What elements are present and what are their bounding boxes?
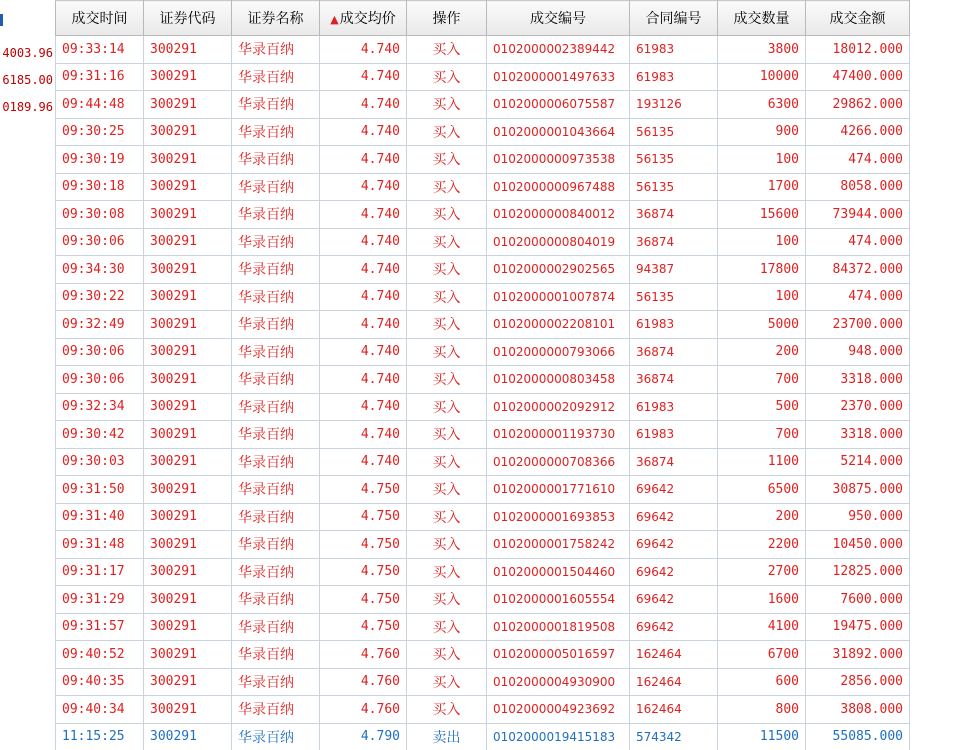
cell-security-code: 300291 xyxy=(144,448,232,476)
cell-trade-time: 09:31:50 xyxy=(56,476,144,504)
cell-amount: 3318.000 xyxy=(806,366,910,394)
cell-avg-price: 4.760 xyxy=(320,668,407,696)
table-row[interactable] xyxy=(56,558,910,586)
cell-trade-time: 09:32:49 xyxy=(56,311,144,339)
cell-security-name: 华录百纳 xyxy=(232,338,320,366)
cell-quantity: 2200 xyxy=(718,531,806,559)
cell-avg-price: 4.740 xyxy=(320,256,407,284)
cell-trade-number: 0102000002389442 xyxy=(487,36,630,64)
column-header-security-code[interactable]: 证券代码 xyxy=(144,1,232,36)
cell-security-name: 华录百纳 xyxy=(232,201,320,229)
left-value-2: 6185.00 xyxy=(2,73,53,87)
cell-security-name: 华录百纳 xyxy=(232,696,320,724)
cell-security-name: 华录百纳 xyxy=(232,283,320,311)
cell-operation: 买入 xyxy=(407,668,487,696)
cell-security-name: 华录百纳 xyxy=(232,503,320,531)
cell-quantity: 6300 xyxy=(718,91,806,119)
cell-security-name: 华录百纳 xyxy=(232,36,320,64)
cell-amount: 55085.000 xyxy=(806,723,910,750)
cell-security-code: 300291 xyxy=(144,256,232,284)
cell-trade-time: 11:15:25 xyxy=(56,723,144,750)
cell-trade-number: 0102000000793066 xyxy=(487,338,630,366)
cell-contract-number: 193126 xyxy=(630,91,718,119)
cell-amount: 31892.000 xyxy=(806,641,910,669)
table-body xyxy=(56,36,910,750)
cell-quantity: 600 xyxy=(718,668,806,696)
table-row[interactable] xyxy=(56,256,910,284)
cell-avg-price: 4.740 xyxy=(320,311,407,339)
cell-quantity: 100 xyxy=(718,228,806,256)
cell-amount: 8058.000 xyxy=(806,173,910,201)
cell-contract-number: 36874 xyxy=(630,448,718,476)
cell-avg-price: 4.740 xyxy=(320,91,407,119)
cell-security-name: 华录百纳 xyxy=(232,366,320,394)
cell-amount: 18012.000 xyxy=(806,36,910,64)
table-row[interactable] xyxy=(56,476,910,504)
cell-trade-time: 09:31:40 xyxy=(56,503,144,531)
cell-amount: 23700.000 xyxy=(806,311,910,339)
cell-amount: 84372.000 xyxy=(806,256,910,284)
cell-avg-price: 4.740 xyxy=(320,36,407,64)
cell-contract-number: 56135 xyxy=(630,146,718,174)
cell-operation: 买入 xyxy=(407,91,487,119)
cell-quantity: 500 xyxy=(718,393,806,421)
cell-amount: 474.000 xyxy=(806,146,910,174)
cell-trade-number: 0102000001193730 xyxy=(487,421,630,449)
cell-security-code: 300291 xyxy=(144,173,232,201)
cell-trade-time: 09:40:34 xyxy=(56,696,144,724)
table-row[interactable] xyxy=(56,173,910,201)
cell-security-code: 300291 xyxy=(144,668,232,696)
cell-trade-number: 0102000000804019 xyxy=(487,228,630,256)
cell-security-code: 300291 xyxy=(144,531,232,559)
cell-avg-price: 4.750 xyxy=(320,613,407,641)
column-header-trade-number[interactable]: 成交编号 xyxy=(487,1,630,36)
cell-operation: 买入 xyxy=(407,503,487,531)
table-row[interactable] xyxy=(56,641,910,669)
cell-trade-time: 09:30:42 xyxy=(56,421,144,449)
cell-operation: 买入 xyxy=(407,531,487,559)
table-header-row xyxy=(56,1,910,36)
cell-operation: 买入 xyxy=(407,311,487,339)
cell-trade-number: 0102000001819508 xyxy=(487,613,630,641)
cell-avg-price: 4.740 xyxy=(320,63,407,91)
cell-security-code: 300291 xyxy=(144,558,232,586)
cell-amount: 4266.000 xyxy=(806,118,910,146)
table-row[interactable] xyxy=(56,668,910,696)
cell-avg-price: 4.740 xyxy=(320,201,407,229)
cell-security-code: 300291 xyxy=(144,393,232,421)
cell-amount: 2856.000 xyxy=(806,668,910,696)
cell-contract-number: 36874 xyxy=(630,338,718,366)
column-header-contract-number[interactable]: 合同编号 xyxy=(630,1,718,36)
cell-security-code: 300291 xyxy=(144,201,232,229)
cell-operation: 买入 xyxy=(407,586,487,614)
cell-security-name: 华录百纳 xyxy=(232,448,320,476)
table-row[interactable] xyxy=(56,311,910,339)
cell-security-name: 华录百纳 xyxy=(232,723,320,750)
cell-security-name: 华录百纳 xyxy=(232,613,320,641)
cell-contract-number: 162464 xyxy=(630,668,718,696)
cell-quantity: 4100 xyxy=(718,613,806,641)
cell-avg-price: 4.740 xyxy=(320,448,407,476)
cell-amount: 2370.000 xyxy=(806,393,910,421)
table-row[interactable] xyxy=(56,366,910,394)
cell-trade-time: 09:30:06 xyxy=(56,338,144,366)
cell-avg-price: 4.740 xyxy=(320,338,407,366)
cell-avg-price: 4.740 xyxy=(320,283,407,311)
table-row[interactable] xyxy=(56,283,910,311)
cell-security-name: 华录百纳 xyxy=(232,311,320,339)
cell-quantity: 700 xyxy=(718,421,806,449)
cell-quantity: 200 xyxy=(718,338,806,366)
cell-trade-number: 0102000001504460 xyxy=(487,558,630,586)
cell-operation: 买入 xyxy=(407,558,487,586)
cell-security-name: 华录百纳 xyxy=(232,531,320,559)
cell-quantity: 11500 xyxy=(718,723,806,750)
cell-contract-number: 69642 xyxy=(630,503,718,531)
cell-quantity: 2700 xyxy=(718,558,806,586)
sort-ascending-icon: ▲ xyxy=(330,13,339,26)
cell-avg-price: 4.740 xyxy=(320,173,407,201)
cell-trade-number: 0102000001605554 xyxy=(487,586,630,614)
cell-avg-price: 4.740 xyxy=(320,421,407,449)
table-row[interactable] xyxy=(56,146,910,174)
selection-marker xyxy=(0,14,3,26)
table-row[interactable] xyxy=(56,63,910,91)
cell-security-code: 300291 xyxy=(144,613,232,641)
cell-operation: 买入 xyxy=(407,228,487,256)
cell-operation: 买入 xyxy=(407,366,487,394)
left-value-1: 4003.96 xyxy=(2,46,53,60)
cell-avg-price: 4.750 xyxy=(320,476,407,504)
table-row[interactable] xyxy=(56,338,910,366)
cell-avg-price: 4.760 xyxy=(320,696,407,724)
cell-security-name: 华录百纳 xyxy=(232,421,320,449)
cell-avg-price: 4.750 xyxy=(320,531,407,559)
cell-security-name: 华录百纳 xyxy=(232,173,320,201)
column-header-avg-price[interactable] xyxy=(320,1,407,36)
table-row[interactable] xyxy=(56,448,910,476)
cell-security-code: 300291 xyxy=(144,311,232,339)
cell-trade-number: 0102000000967488 xyxy=(487,173,630,201)
cell-amount: 5214.000 xyxy=(806,448,910,476)
cell-quantity: 6700 xyxy=(718,641,806,669)
cell-trade-number: 0102000001693853 xyxy=(487,503,630,531)
cell-security-name: 华录百纳 xyxy=(232,256,320,284)
cell-operation: 买入 xyxy=(407,256,487,284)
cell-quantity: 800 xyxy=(718,696,806,724)
cell-trade-time: 09:30:06 xyxy=(56,366,144,394)
cell-quantity: 5000 xyxy=(718,311,806,339)
cell-contract-number: 61983 xyxy=(630,63,718,91)
table-row[interactable] xyxy=(56,228,910,256)
cell-security-code: 300291 xyxy=(144,723,232,750)
cell-contract-number: 69642 xyxy=(630,613,718,641)
cell-trade-time: 09:33:14 xyxy=(56,36,144,64)
cell-security-code: 300291 xyxy=(144,421,232,449)
cell-amount: 47400.000 xyxy=(806,63,910,91)
cell-security-code: 300291 xyxy=(144,366,232,394)
cell-contract-number: 56135 xyxy=(630,283,718,311)
cell-avg-price: 4.790 xyxy=(320,723,407,750)
column-header-avg-price-label: 成交均价 xyxy=(339,11,396,27)
column-header-amount[interactable]: 成交金额 xyxy=(806,1,910,36)
cell-trade-time: 09:40:35 xyxy=(56,668,144,696)
cell-amount: 29862.000 xyxy=(806,91,910,119)
cell-avg-price: 4.760 xyxy=(320,641,407,669)
cell-security-code: 300291 xyxy=(144,503,232,531)
cell-operation: 买入 xyxy=(407,393,487,421)
cell-trade-number: 0102000002902565 xyxy=(487,256,630,284)
cell-security-name: 华录百纳 xyxy=(232,668,320,696)
cell-security-name: 华录百纳 xyxy=(232,63,320,91)
cell-quantity: 17800 xyxy=(718,256,806,284)
cell-contract-number: 56135 xyxy=(630,173,718,201)
cell-operation: 买入 xyxy=(407,613,487,641)
cell-security-code: 300291 xyxy=(144,118,232,146)
cell-contract-number: 162464 xyxy=(630,641,718,669)
cell-avg-price: 4.740 xyxy=(320,228,407,256)
table-row[interactable] xyxy=(56,586,910,614)
cell-avg-price: 4.750 xyxy=(320,586,407,614)
cell-contract-number: 36874 xyxy=(630,366,718,394)
trades-table xyxy=(55,0,910,750)
cell-operation: 买入 xyxy=(407,36,487,64)
cell-security-name: 华录百纳 xyxy=(232,146,320,174)
cell-amount: 7600.000 xyxy=(806,586,910,614)
cell-avg-price: 4.750 xyxy=(320,503,407,531)
cell-trade-number: 0102000019415183 xyxy=(487,723,630,750)
table-row[interactable] xyxy=(56,36,910,64)
cell-security-code: 300291 xyxy=(144,63,232,91)
cell-security-code: 300291 xyxy=(144,586,232,614)
cell-quantity: 6500 xyxy=(718,476,806,504)
cell-quantity: 1700 xyxy=(718,173,806,201)
cell-amount: 474.000 xyxy=(806,283,910,311)
cell-trade-number: 0102000002092912 xyxy=(487,393,630,421)
cell-trade-time: 09:34:30 xyxy=(56,256,144,284)
cell-trade-number: 0102000001758242 xyxy=(487,531,630,559)
cell-trade-time: 09:31:57 xyxy=(56,613,144,641)
cell-amount: 3318.000 xyxy=(806,421,910,449)
cell-contract-number: 94387 xyxy=(630,256,718,284)
cell-trade-time: 09:40:52 xyxy=(56,641,144,669)
cell-quantity: 10000 xyxy=(718,63,806,91)
cell-security-name: 华录百纳 xyxy=(232,393,320,421)
cell-trade-time: 09:30:19 xyxy=(56,146,144,174)
cell-avg-price: 4.740 xyxy=(320,118,407,146)
cell-contract-number: 69642 xyxy=(630,558,718,586)
cell-contract-number: 61983 xyxy=(630,421,718,449)
cell-trade-number: 0102000004923692 xyxy=(487,696,630,724)
cell-trade-number: 0102000006075587 xyxy=(487,91,630,119)
cell-quantity: 1600 xyxy=(718,586,806,614)
cell-avg-price: 4.740 xyxy=(320,146,407,174)
column-header-security-name[interactable]: 证券名称 xyxy=(232,1,320,36)
cell-security-code: 300291 xyxy=(144,36,232,64)
cell-amount: 474.000 xyxy=(806,228,910,256)
cell-security-code: 300291 xyxy=(144,146,232,174)
cell-trade-number: 0102000001497633 xyxy=(487,63,630,91)
cell-contract-number: 69642 xyxy=(630,586,718,614)
cell-operation: 买入 xyxy=(407,476,487,504)
cell-contract-number: 69642 xyxy=(630,531,718,559)
cell-trade-time: 09:30:18 xyxy=(56,173,144,201)
cell-amount: 19475.000 xyxy=(806,613,910,641)
cell-trade-time: 09:30:22 xyxy=(56,283,144,311)
cell-quantity: 700 xyxy=(718,366,806,394)
table-row[interactable] xyxy=(56,393,910,421)
cell-amount: 12825.000 xyxy=(806,558,910,586)
cell-trade-time: 09:30:03 xyxy=(56,448,144,476)
cell-quantity: 100 xyxy=(718,283,806,311)
cell-security-code: 300291 xyxy=(144,641,232,669)
cell-trade-time: 09:31:48 xyxy=(56,531,144,559)
cell-operation: 买入 xyxy=(407,338,487,366)
cell-quantity: 1100 xyxy=(718,448,806,476)
table-row[interactable] xyxy=(56,118,910,146)
trades-table-container[interactable] xyxy=(55,0,960,750)
cell-security-code: 300291 xyxy=(144,338,232,366)
cell-amount: 948.000 xyxy=(806,338,910,366)
cell-trade-number: 0102000004930900 xyxy=(487,668,630,696)
cell-trade-number: 0102000000840012 xyxy=(487,201,630,229)
table-row[interactable] xyxy=(56,91,910,119)
cell-trade-number: 0102000000803458 xyxy=(487,366,630,394)
cell-security-name: 华录百纳 xyxy=(232,228,320,256)
cell-trade-time: 09:30:25 xyxy=(56,118,144,146)
cell-security-code: 300291 xyxy=(144,283,232,311)
cell-trade-number: 0102000000973538 xyxy=(487,146,630,174)
cell-quantity: 15600 xyxy=(718,201,806,229)
cell-security-code: 300291 xyxy=(144,696,232,724)
cell-quantity: 200 xyxy=(718,503,806,531)
cell-trade-number: 0102000001007874 xyxy=(487,283,630,311)
cell-trade-time: 09:30:08 xyxy=(56,201,144,229)
cell-amount: 73944.000 xyxy=(806,201,910,229)
column-header-quantity[interactable]: 成交数量 xyxy=(718,1,806,36)
left-panel xyxy=(0,0,55,750)
cell-security-name: 华录百纳 xyxy=(232,586,320,614)
cell-trade-time: 09:32:34 xyxy=(56,393,144,421)
cell-contract-number: 56135 xyxy=(630,118,718,146)
cell-operation: 买入 xyxy=(407,448,487,476)
cell-trade-number: 0102000002208101 xyxy=(487,311,630,339)
column-header-trade-time[interactable]: 成交时间 xyxy=(56,1,144,36)
cell-security-name: 华录百纳 xyxy=(232,118,320,146)
cell-amount: 3808.000 xyxy=(806,696,910,724)
table-row[interactable] xyxy=(56,723,910,750)
table-row[interactable] xyxy=(56,503,910,531)
cell-amount: 10450.000 xyxy=(806,531,910,559)
cell-contract-number: 69642 xyxy=(630,476,718,504)
cell-operation: 买入 xyxy=(407,173,487,201)
left-value-3: 0189.96 xyxy=(2,100,53,114)
cell-trade-number: 0102000001771610 xyxy=(487,476,630,504)
cell-security-name: 华录百纳 xyxy=(232,476,320,504)
cell-security-code: 300291 xyxy=(144,476,232,504)
cell-contract-number: 36874 xyxy=(630,201,718,229)
cell-operation: 买入 xyxy=(407,201,487,229)
table-row[interactable] xyxy=(56,696,910,724)
cell-contract-number: 61983 xyxy=(630,311,718,339)
cell-security-name: 华录百纳 xyxy=(232,641,320,669)
cell-amount: 30875.000 xyxy=(806,476,910,504)
cell-avg-price: 4.740 xyxy=(320,393,407,421)
cell-operation: 买入 xyxy=(407,696,487,724)
cell-operation: 买入 xyxy=(407,641,487,669)
cell-avg-price: 4.750 xyxy=(320,558,407,586)
cell-contract-number: 36874 xyxy=(630,228,718,256)
cell-trade-time: 09:44:48 xyxy=(56,91,144,119)
cell-quantity: 900 xyxy=(718,118,806,146)
cell-operation: 买入 xyxy=(407,63,487,91)
cell-security-name: 华录百纳 xyxy=(232,91,320,119)
cell-trade-time: 09:30:06 xyxy=(56,228,144,256)
cell-quantity: 100 xyxy=(718,146,806,174)
cell-security-code: 300291 xyxy=(144,91,232,119)
cell-trade-number: 0102000005016597 xyxy=(487,641,630,669)
cell-operation: 卖出 xyxy=(407,723,487,750)
cell-operation: 买入 xyxy=(407,283,487,311)
cell-trade-number: 0102000001043664 xyxy=(487,118,630,146)
cell-amount: 950.000 xyxy=(806,503,910,531)
table-row[interactable] xyxy=(56,421,910,449)
cell-contract-number: 61983 xyxy=(630,36,718,64)
cell-operation: 买入 xyxy=(407,421,487,449)
cell-security-code: 300291 xyxy=(144,228,232,256)
cell-contract-number: 61983 xyxy=(630,393,718,421)
table-row[interactable] xyxy=(56,531,910,559)
cell-trade-number: 0102000000708366 xyxy=(487,448,630,476)
cell-trade-time: 09:31:29 xyxy=(56,586,144,614)
table-row[interactable] xyxy=(56,613,910,641)
cell-avg-price: 4.740 xyxy=(320,366,407,394)
cell-trade-time: 09:31:16 xyxy=(56,63,144,91)
cell-security-name: 华录百纳 xyxy=(232,558,320,586)
cell-contract-number: 574342 xyxy=(630,723,718,750)
column-header-operation[interactable]: 操作 xyxy=(407,1,487,36)
cell-trade-time: 09:31:17 xyxy=(56,558,144,586)
cell-quantity: 3800 xyxy=(718,36,806,64)
cell-operation: 买入 xyxy=(407,118,487,146)
table-row[interactable] xyxy=(56,201,910,229)
cell-operation: 买入 xyxy=(407,146,487,174)
cell-contract-number: 162464 xyxy=(630,696,718,724)
